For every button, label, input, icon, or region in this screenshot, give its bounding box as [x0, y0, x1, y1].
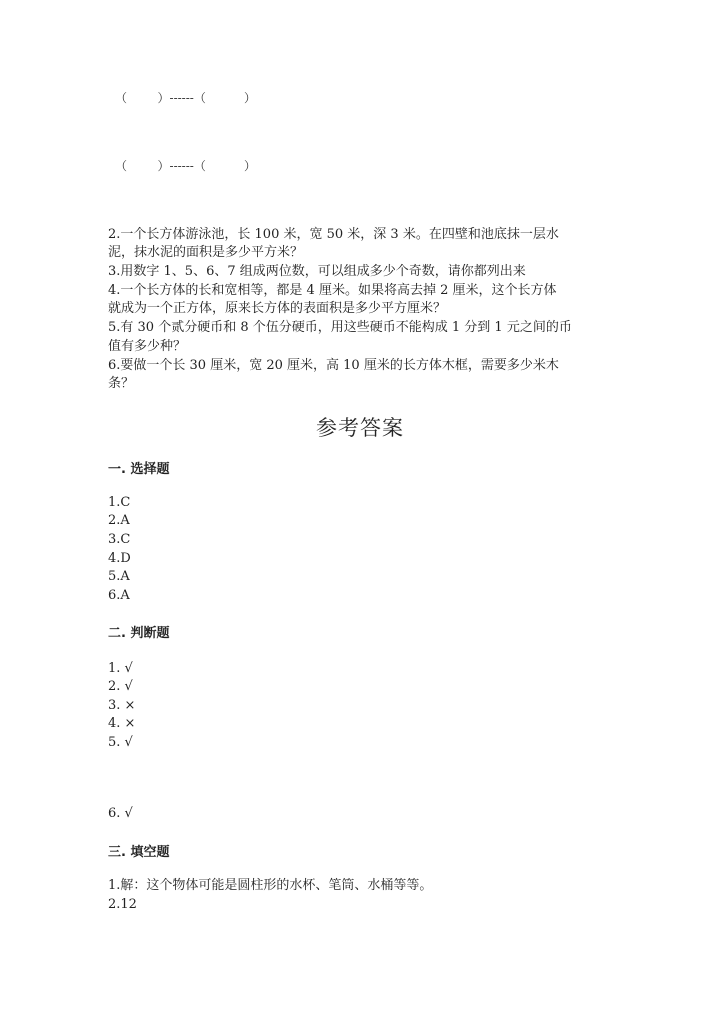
question-5-line-2: 值有多少种？ — [108, 339, 187, 354]
question-2-line-2: 泥，抹水泥的面积是多少平方米？ — [108, 245, 304, 260]
question-5-line-1: 5.有 30 个贰分硬币和 8 个伍分硬币，用这些硬币不能构成 1 分到 1 元之间的币 — [108, 320, 572, 335]
judge-answer: 2. √ — [108, 679, 133, 694]
section-heading-judge: 二. 判断题 — [108, 626, 170, 641]
fill-answer: 1.解：这个物体可能是圆柱形的水杯、笔筒、水桶等等。 — [108, 878, 433, 893]
answer-key-title: 参考答案 — [316, 416, 404, 440]
judge-answer: 1. √ — [108, 661, 133, 676]
section-heading-fill: 三. 填空题 — [108, 845, 170, 860]
choice-answer: 5.A — [108, 569, 130, 584]
fill-answer: 2.12 — [108, 897, 137, 912]
question-2-line-1: 2.一个长方体游泳池，长 100 米，宽 50 米，深 3 米。在四壁和池底抹一层水 — [108, 227, 559, 242]
question-6-line-1: 6.要做一个长 30 厘米，宽 20 厘米，高 10 厘米的长方体木框，需要多少米木 — [108, 358, 559, 373]
judge-answer: 5. √ — [108, 735, 133, 750]
question-6-line-2: 条？ — [108, 376, 135, 391]
choice-answer: 2.A — [108, 513, 130, 528]
choice-answer: 6.A — [108, 588, 130, 603]
judge-answer: 6. √ — [108, 806, 133, 821]
blank-line-2: （ ）------（ ） — [115, 159, 256, 173]
blank-line-1: （ ）------（ ） — [115, 91, 256, 105]
choice-answer: 1.C — [108, 495, 131, 510]
choice-answer: 4.D — [108, 551, 131, 566]
question-4-line-1: 4.一个长方体的长和宽相等，都是 4 厘米。如果将高去掉 2 厘米，这个长方体 — [108, 283, 557, 298]
judge-answer: 3. × — [108, 698, 136, 713]
question-4-line-2: 就成为一个正方体，原来长方体的表面积是多少平方厘米？ — [108, 301, 447, 316]
judge-answer: 4. × — [108, 716, 136, 731]
choice-answer: 3.C — [108, 532, 131, 547]
section-heading-choice: 一. 选择题 — [108, 462, 170, 477]
question-3: 3.用数字 1、5、6、7 组成两位数，可以组成多少个奇数，请你都列出来 — [108, 264, 526, 279]
